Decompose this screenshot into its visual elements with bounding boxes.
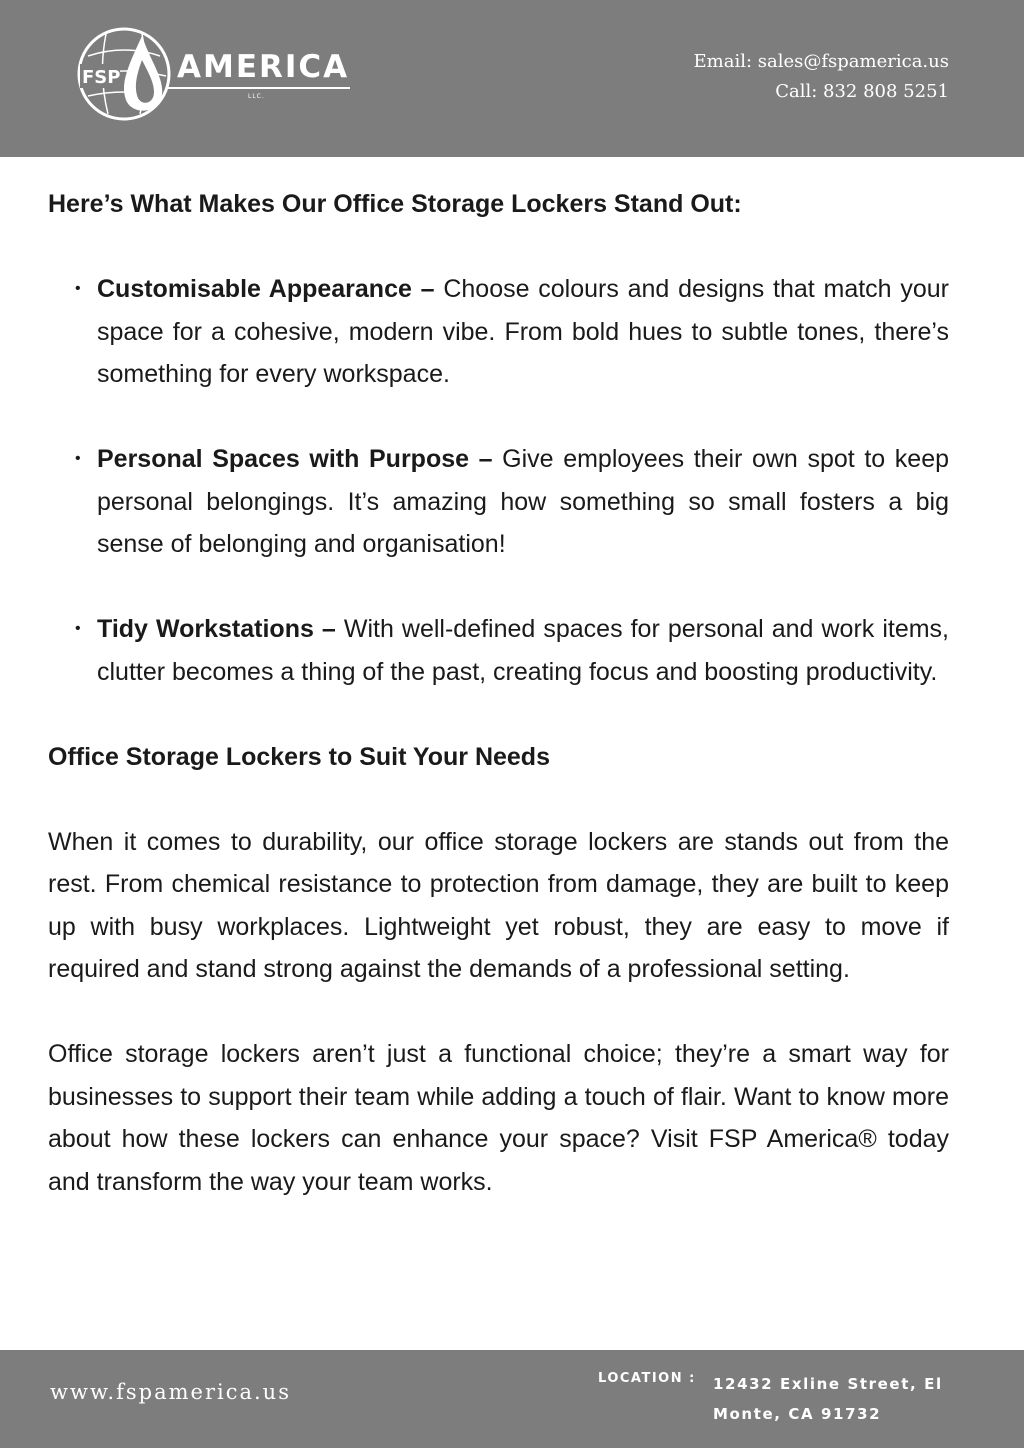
location-address (713, 1369, 953, 1429)
body-paragraph-closing: Office storage lockers aren’t just a functional choice; they’re a smart way for businesses to support their team while adding a touch of flair. Want to know more about how these lockers can enhance your space? Visit FSP America® today and transform the way your team works. (48, 1040, 949, 1196)
contact-email[interactable]: Email: sales@fspamerica.us (693, 51, 949, 72)
feature-item (75, 608, 949, 693)
company-logo[interactable] (76, 26, 356, 122)
feature-title: Customisable Appearance – (97, 275, 435, 303)
feature-item (75, 268, 949, 396)
body-paragraph-durability: When it comes to durability, our office storage lockers are stands out from the rest. From chemical resistance to protection from damage, they are built to keep up with busy workplaces. Lightweight yet robust, they are easy to move if required and stand strong against the demands of a professional setting. (48, 827, 949, 983)
section-heading-stand-out: Here’s What Makes Our Office Storage Lockers Stand Out: (48, 190, 742, 218)
feature-item (75, 438, 949, 566)
bullet-icon: • (75, 280, 81, 297)
website-link[interactable]: www.fspamerica.us (50, 1380, 291, 1404)
feature-text: Choose colours and designs that match your space for a cohesive, modern vibe. From bold hues to subtle tones, there’s something for every workspace. (97, 275, 949, 388)
logo-underline (168, 87, 350, 89)
section-heading-needs: Office Storage Lockers to Suit Your Needs (48, 742, 550, 771)
address-line-1: 12432 Exline Street, El (713, 1375, 943, 1393)
bullet-icon: • (75, 450, 81, 467)
contact-info (694, 47, 949, 107)
feature-list (48, 268, 949, 693)
feature-text: With well-defined spaces for personal and work items, clutter becomes a thing of the past, creating focus and boosting productivity. (97, 615, 949, 686)
feature-text: Give employees their own spot to keep personal belongings. It’s amazing how something so small fosters a big sense of belonging and organisation! (97, 445, 949, 558)
bullet-icon: • (75, 620, 81, 637)
feature-title: Personal Spaces with Purpose – (97, 445, 493, 473)
page-footer (0, 1350, 1024, 1448)
fsp-globe-drop-icon (76, 26, 176, 122)
svg-text:FSP: FSP (82, 67, 121, 88)
main-content (48, 183, 949, 1203)
logo-suffix: LLC. (248, 93, 265, 100)
feature-title: Tidy Workstations – (97, 615, 336, 643)
page-header (0, 0, 1024, 157)
location-label: LOCATION : (598, 1371, 696, 1386)
address-line-2: Monte, CA 91732 (713, 1405, 882, 1423)
contact-phone[interactable]: Call: 832 808 5251 (775, 81, 949, 102)
logo-wordmark: AMERICA (177, 49, 350, 85)
